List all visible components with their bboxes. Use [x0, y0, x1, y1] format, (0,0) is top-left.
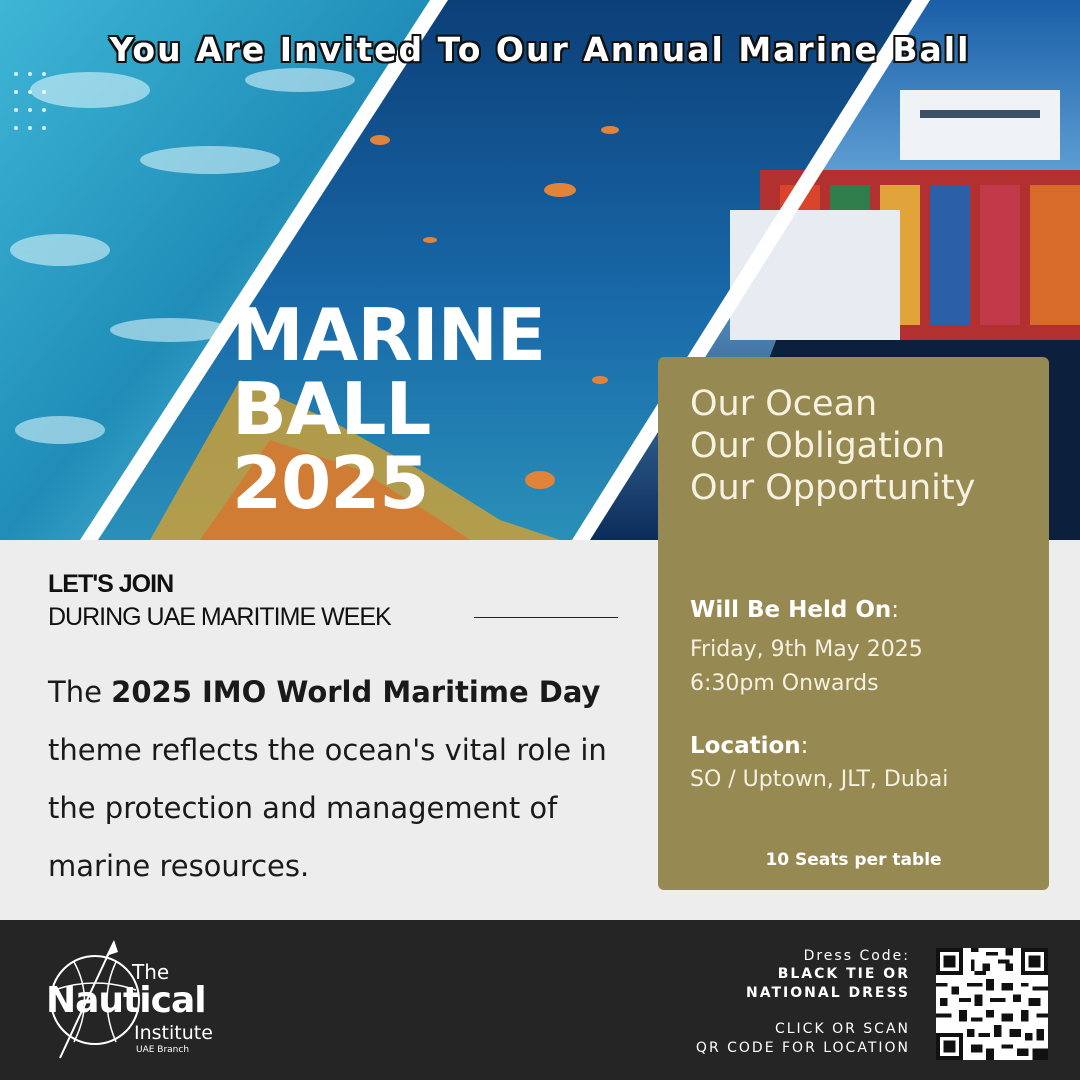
qr-instructions	[696, 1020, 910, 1058]
event-time: 6:30pm Onwards	[690, 671, 879, 696]
event-title-line: 2025	[232, 441, 429, 525]
event-date-time	[690, 633, 923, 701]
theme-line: Our Opportunity	[690, 468, 976, 508]
qr-instruction-line: CLICK OR SCAN	[774, 1021, 910, 1037]
dress-code-value-line: BLACK TIE OR	[777, 966, 910, 982]
event-title	[232, 293, 546, 525]
description-text: The 2025 IMO World Maritime Day theme reflects the ocean's vital role in the protection and management of marine resources.	[48, 675, 607, 883]
theme-line: Our Obligation	[690, 426, 946, 466]
dress-code	[746, 947, 910, 1003]
decorative-dots	[12, 70, 62, 150]
event-date: Friday, 9th May 2025	[690, 637, 923, 662]
event-title-line: BALL	[232, 367, 431, 451]
join-title: LET'S JOIN	[48, 570, 174, 598]
location-label: Location:	[690, 733, 809, 759]
nautical-institute-logo[interactable]	[40, 938, 250, 1068]
seats-note: 10 Seats per table	[765, 850, 942, 870]
divider-line	[474, 617, 618, 618]
invite-title: You Are Invited To Our Annual Marine Ball	[109, 30, 971, 69]
join-subtitle: DURING UAE MARITIME WEEK	[48, 603, 391, 631]
logo-text-branch: UAE Branch	[136, 1045, 190, 1055]
location-qr-code[interactable]	[936, 948, 1048, 1060]
qr-instruction-line: QR CODE FOR LOCATION	[695, 1040, 910, 1056]
event-details-card	[658, 357, 1049, 890]
theme-line: Our Ocean	[690, 384, 878, 424]
logo-text-nautical: Nautical	[46, 980, 206, 1021]
description-highlight: 2025 IMO World Maritime Day	[111, 675, 601, 709]
footer-bar	[0, 920, 1080, 1080]
dress-code-value-line: NATIONAL DRESS	[746, 985, 910, 1001]
logo-text-institute: Institute	[134, 1022, 213, 1044]
dress-code-label: Dress Code:	[803, 948, 910, 964]
logo-text-the: The	[132, 960, 170, 984]
theme-text	[690, 383, 975, 509]
event-title-line: MARINE	[232, 293, 546, 377]
held-on-label: Will Be Held On:	[690, 597, 900, 623]
location-value: SO / Uptown, JLT, Dubai	[690, 767, 949, 792]
